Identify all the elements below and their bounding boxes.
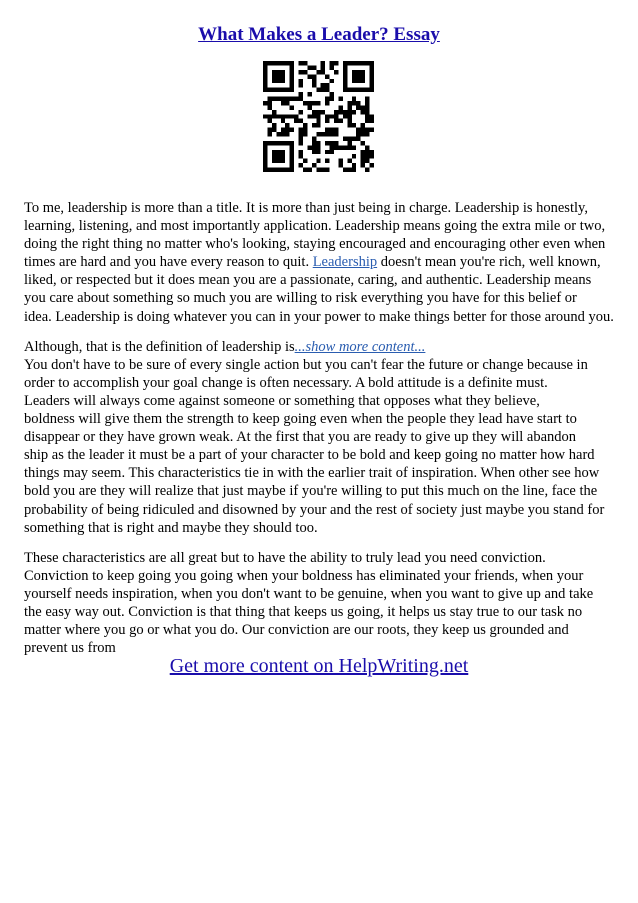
qr-module: [343, 61, 374, 65]
qr-module: [338, 110, 342, 114]
qr-module: [365, 145, 369, 149]
qr-module: [321, 61, 325, 65]
qr-module: [356, 128, 360, 132]
qr-module: [299, 97, 303, 101]
qr-module: [303, 168, 307, 172]
page-title: [0, 24, 638, 46]
qr-module: [316, 119, 320, 123]
qr-module: [325, 114, 329, 118]
qr-module: [334, 141, 338, 145]
qr-module: [365, 128, 369, 132]
qr-module: [352, 101, 356, 105]
qr-module: [321, 65, 325, 69]
qr-module: [352, 163, 356, 167]
qr-module: [263, 88, 294, 92]
qr-module: [299, 110, 303, 114]
qr-module: [347, 168, 351, 172]
qr-module: [334, 61, 338, 65]
qr-module: [316, 159, 320, 163]
qr-module: [330, 65, 334, 69]
qr-module: [312, 114, 316, 118]
qr-module: [365, 110, 369, 114]
paragraph-2: [24, 338, 622, 356]
qr-module: [285, 132, 289, 136]
qr-module: [356, 132, 360, 136]
qr-module: [312, 123, 316, 127]
qr-module: [365, 150, 369, 154]
qr-module: [325, 97, 329, 101]
qr-module: [365, 132, 369, 136]
qr-module: [281, 101, 285, 105]
qr-module: [338, 145, 342, 149]
qr-module: [352, 110, 356, 114]
qr-module: [334, 110, 338, 114]
qr-module: [321, 70, 325, 74]
qr-module: [316, 123, 320, 127]
qr-module: [330, 97, 334, 101]
qr-module: [316, 101, 320, 105]
qr-module: [325, 141, 329, 145]
qr-module: [347, 101, 351, 105]
qr-module: [343, 168, 347, 172]
qr-module: [285, 123, 289, 127]
qr-module: [294, 114, 298, 118]
qr-module: [312, 101, 316, 105]
leadership-link[interactable]: Leadership: [312, 254, 378, 271]
qr-module: [307, 74, 311, 78]
qr-module: [267, 97, 271, 101]
qr-module: [312, 79, 316, 83]
qr-module: [330, 132, 334, 136]
paragraph-1-text-a: To me, leadership is more than a title. It is more than just being in charge. Leadership is honestly, learning, listening, and most importantly application. Leadership means going the extra mile or two, doing the right thing no matter who's looking, staying encouraged and encouraging other even when times are hard and you have every reason to quit.: [24, 200, 606, 271]
qr-module: [267, 132, 271, 136]
qr-module: [330, 128, 334, 132]
qr-module: [334, 119, 338, 123]
qr-module: [312, 150, 316, 154]
qr-module: [272, 97, 276, 101]
qr-module: [276, 132, 280, 136]
qr-module: [325, 74, 329, 78]
qr-module: [325, 132, 329, 136]
qr-module: [267, 114, 271, 118]
qr-module: [303, 159, 307, 163]
qr-module: [307, 65, 311, 69]
qr-module: [312, 74, 316, 78]
qr-module: [290, 128, 294, 132]
qr-module: [325, 119, 329, 123]
qr-module: [303, 123, 307, 127]
qr-module: [263, 61, 294, 65]
qr-module: [370, 154, 374, 158]
qr-module: [352, 123, 356, 127]
qr-module: [316, 132, 320, 136]
qr-module: [330, 145, 334, 149]
qr-module: [272, 128, 276, 132]
qr-module: [312, 141, 316, 145]
qr-module: [347, 110, 351, 114]
qr-module: [272, 70, 285, 83]
qr-module: [281, 114, 285, 118]
qr-module: [361, 132, 365, 136]
qr-module: [347, 114, 351, 118]
qr-module: [299, 119, 303, 123]
qr-module: [294, 97, 298, 101]
qr-module: [347, 119, 351, 123]
essay-body: [24, 199, 622, 669]
qr-module: [352, 136, 356, 140]
qr-module: [316, 141, 320, 145]
qr-module: [325, 88, 329, 92]
qr-module: [347, 159, 351, 163]
qr-module: [281, 97, 285, 101]
qr-module: [361, 128, 365, 132]
qr-module: [290, 105, 294, 109]
qr-module: [303, 70, 307, 74]
qr-module: [312, 163, 316, 167]
qr-module: [267, 128, 271, 132]
qr-module: [272, 123, 276, 127]
qr-module: [338, 163, 342, 167]
qr-module: [299, 70, 303, 74]
footer: [0, 655, 638, 678]
qr-module: [267, 101, 271, 105]
qr-module: [276, 97, 280, 101]
qr-module: [307, 105, 311, 109]
qr-module: [303, 128, 307, 132]
qr-module: [347, 123, 351, 127]
qr-module: [352, 154, 356, 158]
qr-module: [325, 150, 329, 154]
qr-module: [307, 114, 311, 118]
qr-module: [330, 141, 334, 145]
qr-module: [361, 105, 365, 109]
qr-module: [316, 88, 320, 92]
show-more-link[interactable]: ...show more content...: [294, 338, 426, 355]
qr-module: [338, 119, 342, 123]
qr-module: [263, 141, 267, 172]
qr-module: [285, 97, 289, 101]
qr-module: [316, 70, 320, 74]
qr-module: [263, 141, 294, 145]
qr-module: [299, 61, 303, 65]
qr-module: [263, 114, 267, 118]
qr-module: [365, 114, 369, 118]
qr-module: [365, 101, 369, 105]
qr-module: [299, 83, 303, 87]
qr-module: [334, 128, 338, 132]
qr-module: [334, 70, 338, 74]
qr-module: [312, 136, 316, 140]
qr-module: [321, 110, 325, 114]
qr-module: [365, 105, 369, 109]
qr-module: [334, 145, 338, 149]
qr-code-image: [263, 61, 374, 172]
qr-module: [316, 168, 320, 172]
qr-module: [299, 132, 303, 136]
qr-module: [361, 163, 365, 167]
qr-module: [312, 145, 316, 149]
qr-module: [356, 105, 360, 109]
qr-module: [370, 119, 374, 123]
qr-module: [361, 123, 365, 127]
qr-module: [312, 65, 316, 69]
qr-module: [299, 163, 303, 167]
qr-module: [299, 92, 303, 96]
helpwriting-link[interactable]: Get more content on HelpWriting.net: [169, 655, 469, 677]
qr-module: [352, 97, 356, 101]
qr-module: [272, 114, 276, 118]
qr-module: [325, 168, 329, 172]
qr-module: [330, 92, 334, 96]
qr-module: [370, 163, 374, 167]
qr-module: [281, 119, 285, 123]
qr-module: [321, 168, 325, 172]
paragraph-4: These characteristics are all great but to have the ability to truly lead you need conviction. Conviction to keep going you going when your boldness has eliminated your friends, when your yourself needs inspiration, when you don't want to be genuine, when you want to give up and take the easy way out. Conviction is that thing that keeps us going, it helps us stay true to our task no matter where you go or what you do. Our conviction are our roots, they keep us grounded and prevent us from: [24, 549, 594, 657]
qr-module: [347, 145, 351, 149]
qr-module: [316, 150, 320, 154]
qr-module: [361, 141, 365, 145]
qr-module: [330, 114, 334, 118]
qr-module: [370, 114, 374, 118]
qr-module: [338, 97, 342, 101]
qr-module: [307, 92, 311, 96]
qr-module: [334, 114, 338, 118]
qr-module: [330, 61, 334, 65]
qr-module: [281, 132, 285, 136]
qr-module: [316, 114, 320, 118]
qr-module: [361, 150, 365, 154]
paragraph-1: [24, 199, 622, 326]
qr-module: [365, 97, 369, 101]
qr-module: [334, 132, 338, 136]
title-link[interactable]: What Makes a Leader? Essay: [198, 24, 440, 45]
qr-module: [312, 110, 316, 114]
qr-module: [343, 114, 347, 118]
qr-module: [321, 88, 325, 92]
qr-module: [347, 136, 351, 140]
paragraph-2-text: Although, that is the definition of leadership is: [24, 338, 295, 355]
qr-module: [303, 132, 307, 136]
qr-module: [343, 88, 374, 92]
qr-module: [294, 119, 298, 123]
qr-module: [263, 101, 267, 105]
qr-module: [365, 159, 369, 163]
qr-module: [281, 128, 285, 132]
qr-module: [370, 61, 374, 92]
qr-module: [352, 70, 365, 83]
qr-module: [343, 136, 347, 140]
qr-module: [325, 101, 329, 105]
qr-module: [290, 97, 294, 101]
paragraph-3: You don't have to be sure of every single action but you can't fear the future or change because in order to accomplish your goal change is often necessary. A bold attitude is a definite must. Leaders will always come against someone or something that opposes what they believe, boldness will give them the strength to keep going even when the people they lead have start to disappear or they have grown weak. At the first that you are ready to give up they will abandon ship as the leader it must be a part of your character to be bold and keep going no matter how hard things may seem. This characteristics tie in with the earlier trait of inspiration. When other see how bold you are they will realize that just maybe if you're willing to put this much on the line, face the probability of being ridiculed and disowned by your and the rest of society just maybe you stand for something that is right and maybe they should too.: [24, 356, 605, 536]
qr-module: [285, 114, 289, 118]
qr-module: [272, 150, 285, 163]
qr-module: [370, 128, 374, 132]
qr-module: [267, 105, 271, 109]
qr-module: [307, 145, 311, 149]
qr-module: [365, 154, 369, 158]
qr-module: [272, 110, 276, 114]
qr-module: [307, 101, 311, 105]
qr-module: [330, 79, 334, 83]
qr-module: [263, 61, 267, 92]
qr-module: [352, 145, 356, 149]
paragraph-1-text-b: doesn't mean you're rich, well known, liked, or respected but it does mean you are a passionate, caring, and authentic. Leadership means you care about something so much you are willing to risk everything you have for this belief or idea. Leadership is doing whatever you can in your power to make things better for those around you.: [24, 254, 614, 325]
qr-module: [347, 105, 351, 109]
qr-module: [343, 61, 347, 92]
qr-module: [338, 159, 342, 163]
qr-module: [285, 128, 289, 132]
qr-module: [299, 141, 303, 145]
qr-module: [356, 136, 360, 140]
qr-module: [285, 101, 289, 105]
qr-module: [361, 110, 365, 114]
qr-module: [316, 110, 320, 114]
qr-module: [365, 119, 369, 123]
qr-module: [330, 150, 334, 154]
qr-module: [321, 83, 325, 87]
qr-module: [338, 105, 342, 109]
qr-module: [303, 61, 307, 65]
qr-module: [316, 145, 320, 149]
qr-module: [361, 154, 365, 158]
qr-module: [356, 101, 360, 105]
qr-module: [325, 159, 329, 163]
qr-module: [267, 119, 271, 123]
qr-module: [370, 150, 374, 154]
qr-module: [343, 110, 347, 114]
qr-module: [299, 79, 303, 83]
qr-module: [307, 168, 311, 172]
qr-module: [352, 168, 356, 172]
qr-module: [299, 136, 303, 140]
qr-module: [365, 168, 369, 172]
qr-module: [321, 132, 325, 136]
qr-module: [290, 114, 294, 118]
qr-module: [312, 83, 316, 87]
qr-module: [361, 159, 365, 163]
qr-module: [299, 154, 303, 158]
qr-module: [299, 128, 303, 132]
qr-module: [276, 114, 280, 118]
qr-module: [303, 101, 307, 105]
qr-module: [343, 145, 347, 149]
qr-module: [347, 141, 351, 145]
qr-module: [290, 141, 294, 172]
qr-module: [299, 150, 303, 154]
qr-module: [263, 168, 294, 172]
qr-module: [290, 61, 294, 92]
qr-module: [325, 83, 329, 87]
qr-module: [325, 128, 329, 132]
